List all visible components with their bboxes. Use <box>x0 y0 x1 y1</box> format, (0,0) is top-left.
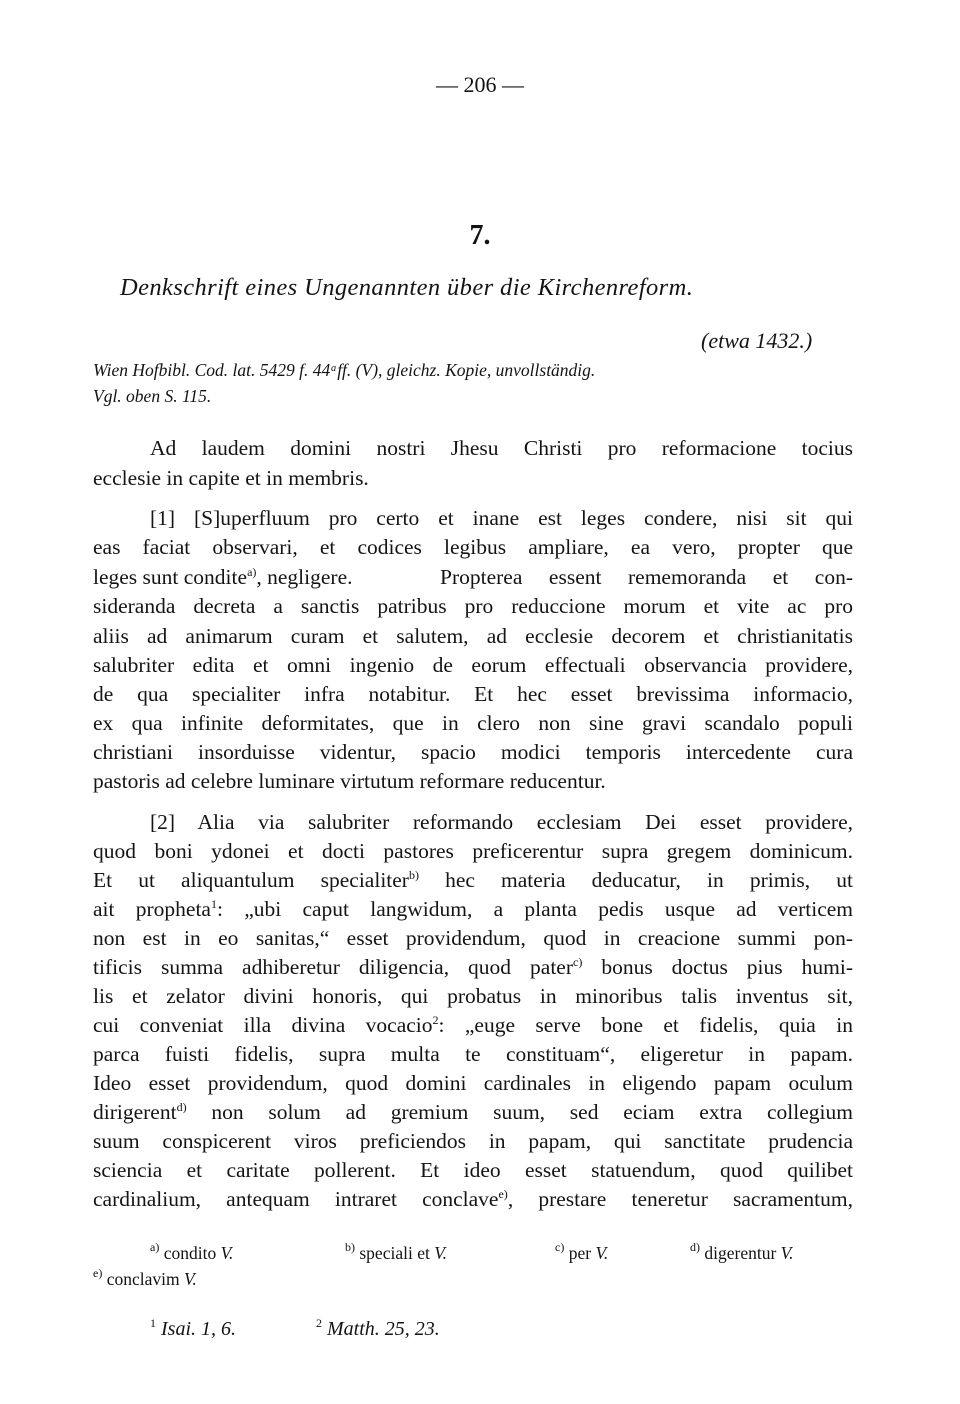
text-fragment: , negligere. <box>256 565 353 589</box>
text-fragment: cui conveniat illa divina vocacio <box>93 1013 433 1037</box>
paragraph-1-line: ex qua infinite deformitates, que in clero non sine gravi scandalo populi <box>93 711 853 735</box>
footnote-source: V. <box>220 1243 234 1263</box>
paragraph-2-line: parca fuisti fidelis, supra multa te constituam“, eligeretur in papam. <box>93 1042 853 1066</box>
paragraph-1-line: aliis ad animarum curam et salutem, ad ecclesie decorem et christianitatis <box>93 624 853 648</box>
footnote-marker: c) <box>573 955 583 969</box>
source-line-1: Wien Hofbibl. Cod. lat. 5429 f. 44ᵃff. (V), gleichz. Kopie, unvollständig. <box>93 360 596 380</box>
reference-mark: 1 <box>150 1316 156 1330</box>
footnote-text: condito <box>159 1243 221 1263</box>
footnote-e <box>93 1266 197 1290</box>
paragraph-1-line: [1] [S]uperfluum pro certo et inane est leges condere, nisi sit qui <box>150 506 853 530</box>
text-fragment: ait propheta <box>93 897 211 921</box>
paragraph-2-line <box>93 1187 853 1212</box>
text-fragment: leges sunt condite <box>93 565 248 589</box>
paragraph-1-line: christiani insorduisse videntur, spacio modici temporis intercedente cura <box>93 740 853 764</box>
paragraph-2-line: non est in eo sanitas,“ esset providendum, quod in creacione summi pon- <box>93 926 853 950</box>
paragraph-1-line <box>93 565 353 590</box>
reference-1 <box>150 1318 236 1341</box>
footnote-mark: b) <box>345 1240 355 1254</box>
section-number: 7. <box>469 220 491 251</box>
footnote-source: V. <box>780 1243 794 1263</box>
reference-text: Isai. 1, 6. <box>156 1318 236 1340</box>
paragraph-1-line: salubriter edita et omni ingenio de eorum effectuali observancia providere, <box>93 653 853 677</box>
text-fragment: dirigerent <box>93 1100 177 1124</box>
paragraph-2-line <box>93 897 853 922</box>
text-fragment: cardinalium, antequam intraret conclave <box>93 1187 499 1211</box>
footnote-mark: d) <box>690 1240 700 1254</box>
footnote-text: conclavim <box>102 1269 184 1289</box>
footnote-marker: e) <box>498 1187 508 1201</box>
paragraph-2-line <box>93 955 853 980</box>
footnote-marker: a) <box>247 565 257 579</box>
paragraph-2-line <box>93 1100 853 1125</box>
reference-marker: 2 <box>432 1013 439 1027</box>
footnote-a <box>150 1240 234 1264</box>
reference-marker: 1 <box>210 897 217 911</box>
paragraph-2-line: quod boni ydonei et docti pastores preficerentur supra gregem dominicum. <box>93 839 853 863</box>
intro-line: Ad laudem domini nostri Jhesu Christi pro reformacione tocius <box>150 436 853 460</box>
footnote-source: V. <box>434 1243 448 1263</box>
footnote-text: per <box>564 1243 596 1263</box>
footnote-mark: a) <box>150 1240 160 1254</box>
text-fragment: bonus doctus pius humi- <box>582 955 853 979</box>
paragraph-1-line: de qua specialiter infra notabitur. Et hec esset brevissima informacio, <box>93 682 853 706</box>
footnote-source: V. <box>183 1269 197 1289</box>
paragraph-1-line: eas faciat observari, et codices legibus ampliare, ea vero, propter que <box>93 535 853 559</box>
reference-text: Matth. 25, 23. <box>322 1318 440 1340</box>
footnote-source: V. <box>595 1243 609 1263</box>
text-fragment: tificis summa adhiberetur diligencia, quod pater <box>93 955 574 979</box>
paragraph-2-line: Ideo esset providendum, quod domini cardinales in eligendo papam oculum <box>93 1071 853 1095</box>
footnote-c <box>555 1240 609 1264</box>
page-number: — 206 — <box>436 72 524 97</box>
paragraph-2-line <box>93 1013 853 1038</box>
footnote-d <box>690 1240 794 1264</box>
paragraph-1-line: pastoris ad celebre luminare virtutum reformare reducentur. <box>93 769 606 793</box>
reference-2 <box>316 1318 440 1341</box>
footnote-text: digerentur <box>700 1243 781 1263</box>
footnote-mark: e) <box>93 1266 103 1280</box>
footnote-b <box>345 1240 448 1264</box>
source-line-2: Vgl. oben S. 115. <box>93 386 212 406</box>
reference-mark: 2 <box>316 1316 322 1330</box>
paragraph-1-line: sideranda decreta a sanctis patribus pro reduccione morum et vite ac pro <box>93 594 853 618</box>
document-title: Denkschrift eines Ungenannten über die Kirchenreform. <box>120 274 694 301</box>
footnote-text: speciali et <box>355 1243 435 1263</box>
document-date: (etwa 1432.) <box>701 328 813 353</box>
text-fragment: non solum ad gremium suum, sed eciam extra collegium <box>186 1100 853 1124</box>
text-fragment: hec materia deducatur, in primis, ut <box>418 868 853 892</box>
footnote-marker: d) <box>176 1100 187 1114</box>
paragraph-2-line: sciencia et caritate pollerent. Et ideo esset statuendum, quod quilibet <box>93 1158 853 1182</box>
intro-line: ecclesie in capite et in membris. <box>93 466 369 490</box>
footnote-marker: b) <box>408 868 419 882</box>
paragraph-1-line: Propterea essent rememoranda et con- <box>440 565 853 589</box>
paragraph-2-line: [2] Alia via salubriter reformando ecclesiam Dei esset providere, <box>150 810 853 834</box>
text-fragment: : „euge serve bone et fidelis, quia in <box>438 1013 853 1037</box>
paragraph-2-line: suum conspicerent viros preficiendos in papam, qui sanctitate prudencia <box>93 1129 853 1153</box>
footnote-mark: c) <box>555 1240 565 1254</box>
text-fragment: Et ut aliquantulum specialiter <box>93 868 409 892</box>
paragraph-2-line <box>93 868 853 893</box>
text-fragment: , prestare teneretur sacramentum, <box>507 1187 853 1211</box>
paragraph-2-line: lis et zelator divini honoris, qui probatus in minoribus talis inventus sit, <box>93 984 853 1008</box>
text-fragment: : „ubi caput langwidum, a planta pedis usque ad verticem <box>216 897 853 921</box>
